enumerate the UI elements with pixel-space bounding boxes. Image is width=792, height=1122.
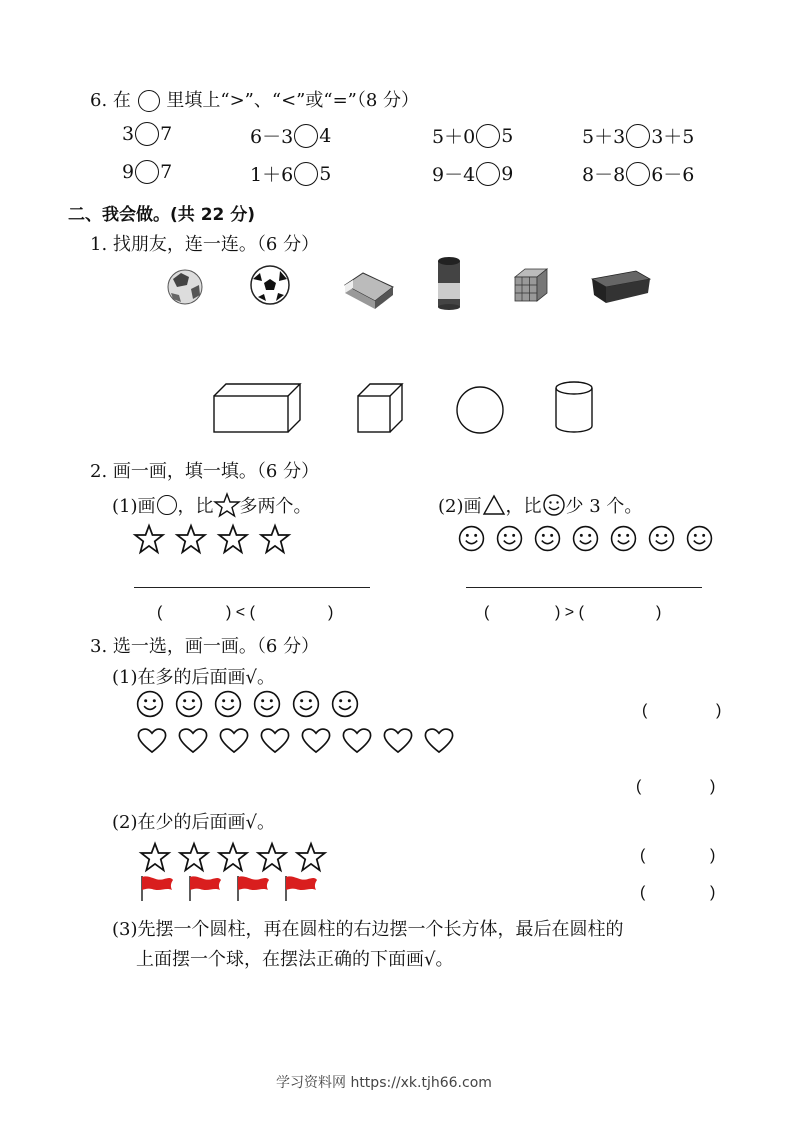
eraser-icon bbox=[345, 273, 393, 309]
q2-part2-answer-line[interactable] bbox=[466, 587, 702, 588]
smiley-icon bbox=[136, 690, 164, 718]
q6-number: 6. bbox=[90, 90, 108, 111]
q6-comparison bbox=[250, 160, 331, 187]
star-icon bbox=[218, 842, 248, 872]
comparison-circle[interactable] bbox=[476, 162, 500, 186]
q6-left-operand: 1＋6 bbox=[250, 164, 294, 186]
star-icon bbox=[134, 524, 164, 554]
q2-part1-paren-c: ) bbox=[328, 604, 334, 621]
q2-smiley-row bbox=[458, 525, 713, 552]
circle-icon bbox=[157, 495, 177, 515]
heart-icon bbox=[300, 727, 332, 754]
smiley-icon bbox=[686, 525, 713, 552]
flag-icon bbox=[188, 874, 222, 902]
star-icon bbox=[257, 842, 287, 872]
q3-title: 3. 选一选，画一画。（6 分） bbox=[90, 636, 320, 657]
q6-left-operand: 9 bbox=[122, 161, 135, 183]
flag-icon bbox=[236, 874, 270, 902]
star-icon bbox=[140, 842, 170, 872]
heart-icon bbox=[341, 727, 373, 754]
q6-title bbox=[90, 86, 419, 112]
comparison-circle[interactable] bbox=[135, 122, 159, 146]
q6-comparison bbox=[122, 160, 172, 184]
q2-part1-label-c: 多两个。 bbox=[239, 496, 312, 517]
q6-right-operand: 7 bbox=[160, 123, 173, 145]
q6-left-operand: 5＋0 bbox=[432, 126, 476, 148]
ball-icon bbox=[168, 270, 202, 304]
q3-part2-paren2-close[interactable]: ) bbox=[710, 884, 716, 901]
q2-part1-answer-line[interactable] bbox=[134, 587, 370, 588]
star-icon bbox=[218, 524, 248, 554]
star-icon bbox=[260, 524, 290, 554]
can-icon bbox=[438, 257, 460, 310]
q3-part1-paren1-open[interactable]: ( bbox=[642, 702, 648, 719]
smiley-icon bbox=[572, 525, 599, 552]
sphere-icon bbox=[457, 387, 503, 433]
q6-comparison bbox=[122, 122, 172, 146]
q3-flag-row bbox=[140, 874, 318, 902]
star-icon bbox=[214, 493, 240, 517]
rubiks-cube-icon bbox=[515, 269, 547, 301]
q1-title: 1. 找朋友，连一连。（6 分） bbox=[90, 234, 320, 255]
q2-part2-paren-b: ) > ( bbox=[555, 604, 584, 621]
q2-star-row bbox=[134, 524, 290, 554]
smiley-icon bbox=[214, 690, 242, 718]
q2-part2-label-a: (2)画 bbox=[438, 496, 482, 517]
circle-icon bbox=[138, 90, 160, 112]
box-icon bbox=[592, 271, 650, 303]
q6-comparison bbox=[250, 122, 331, 149]
smiley-icon bbox=[610, 525, 637, 552]
cuboid-icon bbox=[214, 384, 300, 432]
smiley-icon bbox=[542, 493, 566, 517]
flag-icon bbox=[140, 874, 174, 902]
smiley-icon bbox=[175, 690, 203, 718]
smiley-icon bbox=[534, 525, 561, 552]
cylinder-icon bbox=[556, 382, 592, 432]
smiley-icon bbox=[292, 690, 320, 718]
q6-comparison bbox=[582, 122, 694, 149]
q6-text-after: 里填上“>”、“<”或“=”（8 分） bbox=[166, 90, 420, 111]
q3-part2-paren1-open[interactable]: ( bbox=[640, 847, 646, 864]
q3-part3-line1: (3)先摆一个圆柱，再在圆柱的右边摆一个长方体，最后在圆柱的 bbox=[112, 919, 624, 940]
comparison-circle[interactable] bbox=[626, 124, 650, 148]
q6-comparison bbox=[582, 160, 694, 187]
q3-star-row bbox=[140, 842, 326, 872]
comparison-circle[interactable] bbox=[626, 162, 650, 186]
q2-title: 2. 画一画，填一填。（6 分） bbox=[90, 461, 320, 482]
comparison-circle[interactable] bbox=[476, 124, 500, 148]
q3-part3-line2: 上面摆一个球，在摆法正确的下面画√。 bbox=[136, 949, 454, 970]
q6-right-operand: 4 bbox=[319, 124, 332, 147]
smiley-icon bbox=[496, 525, 523, 552]
heart-icon bbox=[259, 727, 291, 754]
q6-left-operand: 9－4 bbox=[432, 164, 476, 186]
q6-right-operand: 6－6 bbox=[651, 164, 695, 186]
q6-right-operand: 5 bbox=[319, 162, 332, 185]
cube-icon bbox=[358, 384, 402, 432]
q3-part2-paren1-close[interactable]: ) bbox=[710, 847, 716, 864]
q3-heart-row bbox=[136, 727, 455, 754]
q2-part2-label bbox=[438, 492, 642, 518]
q6-text-before: 在 bbox=[112, 90, 131, 111]
q2-part1-label bbox=[112, 492, 312, 518]
comparison-circle[interactable] bbox=[294, 124, 318, 148]
smiley-icon bbox=[648, 525, 675, 552]
q2-part1-paren-a: ( bbox=[157, 604, 163, 621]
q3-part1-paren2-open[interactable]: ( bbox=[636, 778, 642, 795]
heart-icon bbox=[177, 727, 209, 754]
q2-part1-label-b: ，比 bbox=[177, 496, 214, 517]
q3-part1-label: (1)在多的后面画√。 bbox=[112, 667, 275, 688]
q2-part1-paren-b: ) < ( bbox=[226, 604, 255, 621]
footer-source: 学习资料网 https://xk.tjh66.com bbox=[276, 1075, 492, 1091]
q6-right-operand: 5 bbox=[501, 124, 514, 147]
star-icon bbox=[296, 842, 326, 872]
q2-part2-label-c: 少 3 个。 bbox=[565, 496, 643, 517]
star-icon bbox=[179, 842, 209, 872]
flag-icon bbox=[284, 874, 318, 902]
q6-left-operand: 8－8 bbox=[582, 164, 626, 186]
comparison-circle[interactable] bbox=[135, 160, 159, 184]
q6-left-operand: 3 bbox=[122, 123, 135, 145]
q3-smiley-row bbox=[136, 690, 359, 718]
q6-right-operand: 9 bbox=[501, 162, 514, 185]
q6-left-operand: 6－3 bbox=[250, 126, 294, 148]
heart-icon bbox=[382, 727, 414, 754]
smiley-icon bbox=[458, 525, 485, 552]
q6-right-operand: 3＋5 bbox=[651, 126, 695, 148]
q3-part2-label: (2)在少的后面画√。 bbox=[112, 812, 275, 833]
smiley-icon bbox=[253, 690, 281, 718]
heart-icon bbox=[423, 727, 455, 754]
comparison-circle[interactable] bbox=[294, 162, 318, 186]
q6-right-operand: 7 bbox=[160, 161, 173, 183]
section2-title: 二、我会做。(共 22 分) bbox=[68, 205, 256, 225]
q6-comparison bbox=[432, 160, 513, 187]
q3-part1-paren1-close[interactable]: ) bbox=[716, 702, 722, 719]
smiley-icon bbox=[331, 690, 359, 718]
q6-left-operand: 5＋3 bbox=[582, 126, 626, 148]
q2-part2-paren-a: ( bbox=[484, 604, 490, 621]
star-icon bbox=[176, 524, 206, 554]
triangle-icon bbox=[482, 494, 506, 516]
q6-comparison bbox=[432, 122, 513, 149]
q3-part2-paren2-open[interactable]: ( bbox=[640, 884, 646, 901]
q3-part1-paren2-close[interactable]: ) bbox=[710, 778, 716, 795]
q2-part1-label-a: (1)画 bbox=[112, 496, 156, 517]
q2-part2-label-b: ，比 bbox=[505, 496, 542, 517]
soccer-ball-icon bbox=[251, 266, 289, 304]
heart-icon bbox=[136, 727, 168, 754]
heart-icon bbox=[218, 727, 250, 754]
q1-shapes bbox=[210, 378, 610, 438]
q1-objects bbox=[160, 255, 660, 315]
q2-part2-paren-c: ) bbox=[656, 604, 662, 621]
